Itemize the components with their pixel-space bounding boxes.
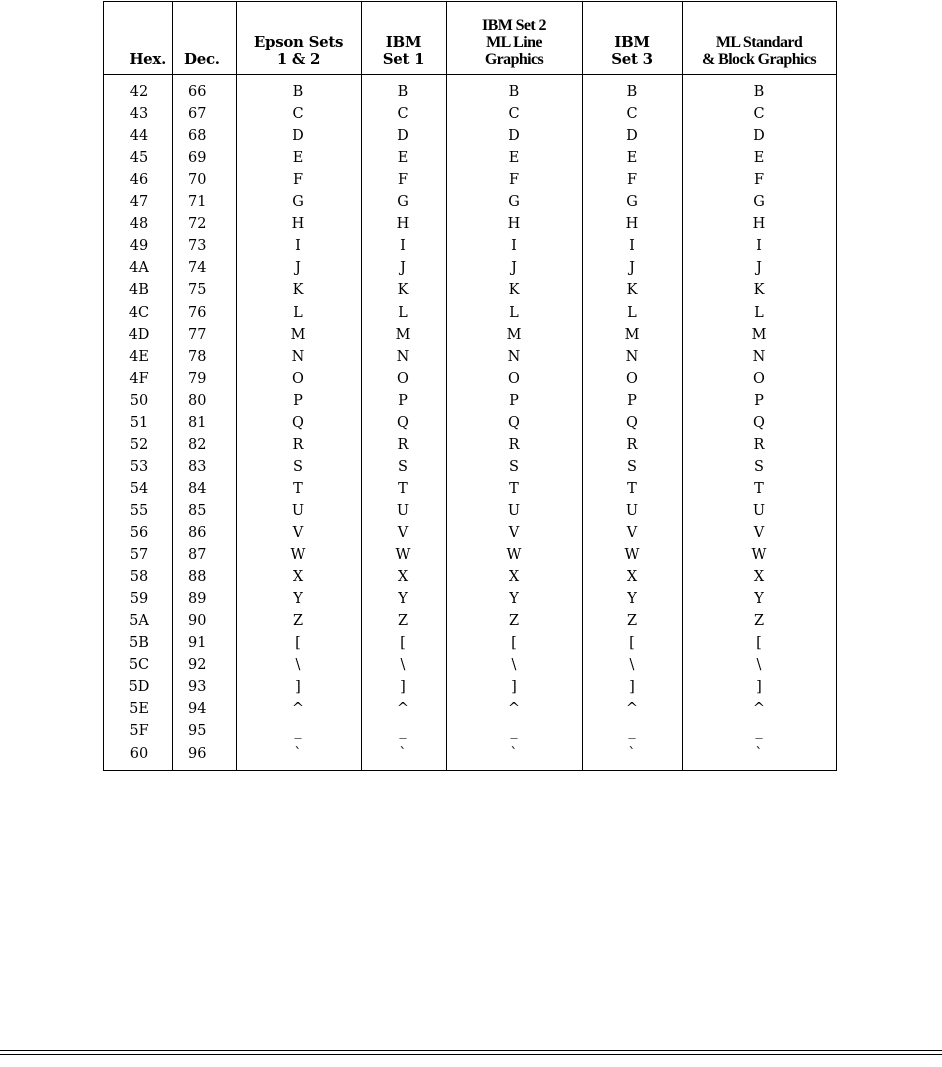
char-ibm3: L [627,304,637,321]
char-ibm3: O [626,370,638,387]
char-ibm1: Q [397,414,409,431]
dec-value: 82 [188,436,207,453]
hex-value: 5C [128,657,150,674]
hex-value: 4E [129,348,149,365]
dec-value: 74 [188,260,207,277]
char-ml: M [751,326,767,343]
char-ibm1: [ [400,635,406,652]
char-ibm1: O [397,370,409,387]
char-ml: Z [753,613,765,630]
char-ml: _ [755,723,763,740]
dec-value: 80 [188,392,207,409]
page-rule-top [0,1050,942,1051]
table-row [104,632,836,654]
char-ibm2: C [508,106,520,123]
table-row [104,81,836,103]
char-ibm1: C [397,106,409,123]
char-ibm2: H [507,216,521,233]
hex-value: 49 [129,238,149,255]
dec-value: 72 [188,216,207,233]
char-ibm3: _ [628,723,636,740]
char-ibm1: T [398,480,408,497]
char-ml: W [751,547,767,564]
char-ibm1: L [398,304,408,321]
char-ibm3: Y [627,591,637,608]
dec-value: 67 [188,106,207,123]
char-ibm3: H [625,216,639,233]
table-row [104,588,836,610]
char-ibm1: V [397,525,409,541]
char-ml: U [752,502,766,519]
table-row [104,522,836,544]
char-ibm3: N [625,348,639,365]
char-ibm1: X [397,569,409,586]
header-dec-line: Dec. [184,50,220,68]
char-ml: S [754,458,764,475]
char-ibm1: N [396,348,410,365]
table-row [104,456,836,478]
char-ml: F [753,172,765,189]
char-ml: Y [754,591,764,608]
dec-value: 69 [188,150,207,167]
table-row [104,169,836,191]
hex-value: 45 [129,150,149,167]
table-row [104,676,836,698]
header-ibm-set-1 [361,2,446,74]
hex-value: 46 [129,172,149,189]
hex-value: 54 [129,480,149,497]
table-row [104,257,836,279]
char-ibm3: S [627,458,637,475]
char-ml: Q [753,414,765,431]
char-ibm1: ^ [396,701,410,718]
char-ibm1: J [400,260,406,277]
header-ibm3-line-1: IBM [614,33,650,51]
hex-value: 48 [129,216,149,233]
hex-value: 4C [128,304,150,321]
char-ibm1: P [398,392,408,409]
hex-value: 52 [129,436,149,453]
char-ibm1: M [395,326,411,343]
hex-value: 50 [129,392,149,409]
header-ibm-set-3 [582,2,682,74]
char-ml: V [753,525,765,541]
table-row [104,213,836,235]
header-epson-line-2: 1 & 2 [276,50,321,68]
table-row [104,720,836,742]
char-ibm3: ] [629,679,635,696]
char-epson: Y [293,591,303,608]
char-ibm2: K [508,282,520,299]
header-divider [104,74,836,75]
char-ibm1: W [395,547,411,564]
char-ibm1: I [400,238,406,255]
char-ibm3: X [626,569,638,586]
char-epson: [ [295,635,301,652]
dec-value: 89 [188,591,207,608]
char-ml: L [754,304,764,321]
table-row [104,412,836,434]
hex-value: 43 [129,106,149,123]
char-ibm2: D [508,128,520,145]
char-epson: D [292,128,304,145]
char-ibm2: [ [511,635,517,652]
header-ml-line-1: ML Standard [715,34,803,51]
table-row [104,125,836,147]
char-ibm2: Q [508,414,520,431]
char-ibm3: U [625,502,639,519]
char-ibm2: R [508,436,520,453]
page-rule-bottom [0,1054,942,1055]
char-ml: K [753,282,765,299]
table-row [104,654,836,676]
char-ml: E [753,150,765,167]
dec-value: 86 [188,525,207,541]
char-epson: O [292,370,304,387]
char-ml: X [753,569,765,586]
char-ibm3: ` [628,745,636,762]
char-epson: X [292,569,304,586]
table-row [104,544,836,566]
char-ibm1: D [397,128,409,145]
char-ibm2: ] [511,679,517,696]
char-ibm1: _ [399,723,407,740]
char-ibm1: F [397,172,409,189]
char-ml: ] [756,679,762,696]
char-epson: B [292,84,304,100]
char-ibm1: K [397,282,409,299]
char-ibm2: S [509,458,519,475]
char-epson: M [290,326,306,343]
dec-value: 93 [188,679,207,696]
char-epson: _ [294,723,302,740]
char-ml: ^ [752,701,766,718]
char-ibm2: P [509,392,519,409]
char-ibm1: S [398,458,408,475]
dec-value: 78 [188,348,207,365]
header-hex [104,2,172,74]
dec-value: 90 [188,613,207,630]
dec-value: 68 [188,128,207,145]
dec-value: 70 [188,172,207,189]
char-ibm3: F [626,172,638,189]
char-ibm3: Q [626,414,638,431]
char-ml: \ [756,657,762,674]
dec-value: 85 [188,502,207,519]
char-ibm1: U [396,502,410,519]
dec-value: 81 [188,414,207,431]
table-row [104,346,836,368]
char-ml: I [756,238,762,255]
char-ibm3: R [626,436,638,453]
hex-value: 47 [129,194,149,211]
dec-value: 95 [188,723,207,740]
char-ibm2: O [508,370,520,387]
char-ibm3: [ [629,635,635,652]
table-row [104,191,836,213]
char-epson: P [293,392,303,409]
char-ibm2: J [511,260,517,277]
char-epson: ` [294,745,302,762]
hex-value: 5B [129,635,149,652]
header-ibm2-line-3: Graphics [484,51,544,68]
header-ibm3-line-2: Set 3 [611,50,653,68]
dec-value: 96 [188,745,207,762]
table-row [104,434,836,456]
char-ibm2: W [506,547,522,564]
char-epson: I [295,238,301,255]
char-ibm3: ^ [625,701,639,718]
char-ibm1: R [397,436,409,453]
char-ibm2: ^ [507,701,521,718]
table-row [104,279,836,301]
char-epson: ^ [291,701,305,718]
dec-value: 77 [188,326,207,343]
char-ibm3: T [627,480,637,497]
char-ibm2: F [508,172,520,189]
char-ml: G [753,194,765,211]
hex-value: 42 [129,84,149,100]
char-ibm1: ] [400,679,406,696]
table-row [104,500,836,522]
dec-value: 66 [188,84,207,100]
char-ml: R [753,436,765,453]
char-epson: T [293,480,303,497]
char-epson: C [292,106,304,123]
table-row [104,368,836,390]
hex-value: 5F [129,723,149,740]
char-ibm1: \ [400,657,406,674]
header-dec [172,2,236,74]
char-ibm2: U [507,502,521,519]
char-ibm2: X [508,569,520,586]
hex-value: 59 [129,591,149,608]
hex-value: 57 [129,547,149,564]
header-ml-standard [682,2,836,74]
hex-value: 44 [129,128,149,145]
character-set-table [103,1,837,771]
dec-value: 79 [188,370,207,387]
table-row [104,147,836,169]
header-ibm2-line-1: IBM Set 2 [482,17,546,34]
header-epson-sets [236,2,361,74]
header-ibm2-line-2: ML Line [486,34,542,51]
char-ibm3: K [626,282,638,299]
char-ibm2: B [508,84,520,100]
hex-value: 4D [128,326,150,343]
char-ml: N [752,348,766,365]
char-epson: Z [292,613,304,630]
dec-value: 83 [188,458,207,475]
char-ml: T [754,480,764,497]
header-ibm-set-2 [446,2,582,74]
hex-value: 5E [129,701,149,718]
char-ibm2: N [507,348,521,365]
char-epson: \ [295,657,301,674]
char-ibm1: E [397,150,409,167]
char-ibm1: ` [399,745,407,762]
char-ibm2: Z [508,613,520,630]
char-ibm3: C [626,106,638,123]
header-epson-line-1: Epson Sets [253,33,344,51]
dec-value: 87 [188,547,207,564]
char-ibm3: I [629,238,635,255]
hex-value: 4B [129,282,149,299]
hex-value: 55 [129,502,149,519]
dec-value: 84 [188,480,207,497]
char-ibm2: V [508,525,520,541]
char-epson: H [291,216,305,233]
char-ml: D [753,128,765,145]
char-ibm3: Z [626,613,638,630]
header-ml-line-2: & Block Graphics [702,51,816,68]
char-ibm3: \ [629,657,635,674]
hex-value: 51 [129,414,149,431]
char-epson: F [292,172,304,189]
char-ibm1: H [396,216,410,233]
char-ibm3: V [626,525,638,541]
char-ibm2: T [509,480,519,497]
char-ibm2: Y [509,591,519,608]
hex-value: 60 [129,745,149,762]
char-ibm1: Y [398,591,408,608]
char-epson: W [290,547,306,564]
table-row [104,478,836,500]
char-ml: P [754,392,764,409]
table-row [104,610,836,632]
char-ibm3: E [626,150,638,167]
char-ibm3: B [626,84,638,100]
char-epson: J [295,260,301,277]
table-row [104,302,836,324]
table-row [104,743,836,765]
hex-value: 56 [129,525,149,541]
char-epson: S [293,458,303,475]
table-row [104,390,836,412]
char-epson: K [292,282,304,299]
dec-value: 73 [188,238,207,255]
dec-value: 94 [188,701,207,718]
hex-value: 53 [129,458,149,475]
char-ibm3: M [624,326,640,343]
table-row [104,698,836,720]
char-epson: R [292,436,304,453]
dec-value: 88 [188,569,207,586]
hex-value: 4A [129,260,149,277]
char-ibm3: W [624,547,640,564]
dec-value: 91 [188,635,207,652]
dec-value: 92 [188,657,207,674]
table-row [104,235,836,257]
char-ml: J [756,260,762,277]
char-ml: O [753,370,765,387]
char-epson: ] [295,679,301,696]
table-row [104,566,836,588]
hex-value: 5A [129,613,149,630]
char-ibm2: ` [510,745,518,762]
char-ibm3: D [626,128,638,145]
char-ml: [ [756,635,762,652]
char-ibm3: P [627,392,637,409]
char-ibm2: M [506,326,522,343]
table-row [104,103,836,125]
char-ibm3: J [629,260,635,277]
char-epson: U [291,502,305,519]
char-ml: B [753,84,765,100]
char-ibm2: E [508,150,520,167]
char-ibm2: \ [511,657,517,674]
char-ibm2: _ [510,723,518,740]
char-ibm3: G [626,194,638,211]
dec-value: 71 [188,194,207,211]
char-epson: G [292,194,304,211]
table-row [104,324,836,346]
char-epson: V [292,525,304,541]
char-epson: L [293,304,303,321]
char-ibm1: B [397,84,409,100]
char-ml: C [753,106,765,123]
char-epson: Q [292,414,304,431]
char-ibm1: G [397,194,409,211]
header-hex-line: Hex. [129,50,166,68]
header-ibm1-line-2: Set 1 [382,50,425,68]
dec-value: 76 [188,304,207,321]
char-ml: ` [755,745,763,762]
char-epson: N [291,348,305,365]
hex-value: 4F [129,370,149,387]
char-ibm2: I [511,238,517,255]
hex-value: 58 [129,569,149,586]
dec-value: 75 [188,282,207,299]
char-ibm2: G [508,194,520,211]
hex-value: 5D [128,679,150,696]
char-ml: H [752,216,766,233]
char-ibm1: Z [397,613,409,630]
char-ibm2: L [509,304,519,321]
char-epson: E [292,150,304,167]
header-ibm1-line-1: IBM [385,33,422,51]
